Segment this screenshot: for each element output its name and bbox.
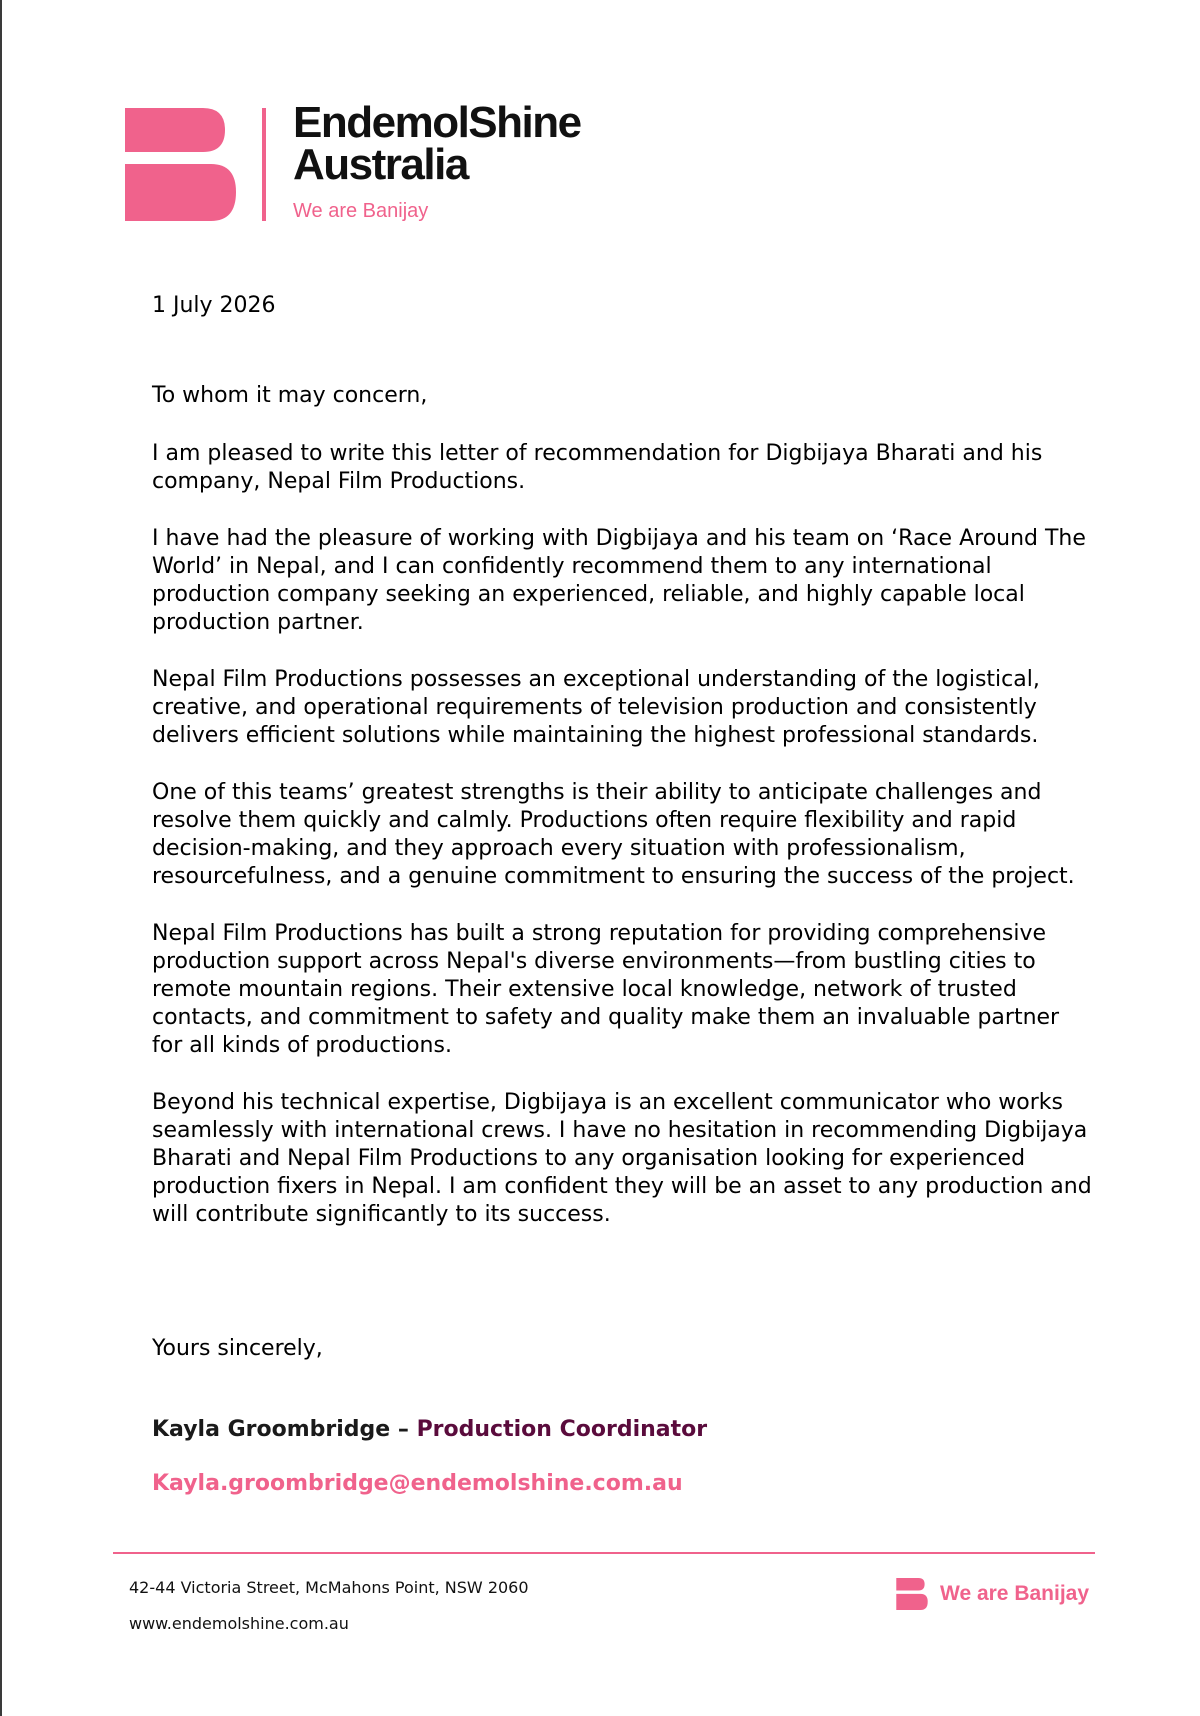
footer-divider bbox=[113, 1552, 1095, 1554]
closing: Yours sincerely, bbox=[152, 1336, 323, 1361]
paragraph: One of this teams’ greatest strengths is their ability to anticipate challenges and resolve them quickly and calmly. Productions often require flexibility and rapid decision-making, and they approach every situation with professionalism, resourcefulness, and a genuine commitment to ensuring the success of the project. bbox=[152, 780, 1075, 889]
letter-date: 1 July 2026 bbox=[152, 293, 276, 318]
logo-divider bbox=[262, 108, 266, 221]
signatory-email-link[interactable]: Kayla.groombridge@endemolshine.com.au bbox=[152, 1471, 683, 1496]
paragraph: I am pleased to write this letter of recommendation for Digbijaya Bharati and his company, Nepal Film Productions. bbox=[152, 441, 1043, 494]
signatory-name: Kayla Groombridge bbox=[152, 1417, 391, 1442]
signatory-separator: – bbox=[397, 1417, 409, 1442]
banijay-b-icon bbox=[125, 108, 236, 221]
paragraph: Nepal Film Productions has built a strong reputation for providing comprehensive production support across Nepal's diverse environments—from bustling cities to remote mountain regions. Their extensive local knowledge, network of trusted contacts, and commitment to safety and quality make them an invaluable partner for all kinds of productions. bbox=[152, 921, 1060, 1058]
signatory-title: Production Coordinator bbox=[416, 1417, 708, 1442]
footer-brand bbox=[896, 1578, 1096, 1610]
signature-line bbox=[152, 1416, 707, 1444]
page-edge bbox=[0, 0, 2, 1716]
banijay-b-icon bbox=[896, 1578, 928, 1610]
paragraph: Beyond his technical expertise, Digbijaya is an excellent communicator who works seamlessly with international crews. I have no hesitation in recommending Digbijaya Bharati and Nepal Film Productions to any organisation looking for experienced production fixers in Nepal. I am confident they will be an asset to any production and will contribute significantly to its success. bbox=[152, 1090, 1092, 1227]
salutation: To whom it may concern, bbox=[152, 383, 428, 408]
company-logo bbox=[125, 98, 645, 228]
company-name: EndemolShine Australia bbox=[293, 98, 581, 189]
paragraph: Nepal Film Productions possesses an exceptional understanding of the logistical, creative, and operational requirements of television production and consistently delivers efficient solutions while maintaining the highest professional standards. bbox=[152, 667, 1040, 748]
footer-tagline: We are Banijay bbox=[940, 1582, 1090, 1605]
paragraph: I have had the pleasure of working with Digbijaya and his team on ‘Race Around The World’ in Nepal, and I can confidently recommend them to any international production company seeking an experienced, reliable, and highly capable local production partner. bbox=[152, 526, 1086, 635]
footer-website-link[interactable]: www.endemolshine.com.au bbox=[129, 1614, 349, 1633]
company-tagline: We are Banijay bbox=[293, 200, 429, 222]
footer-address: 42-44 Victoria Street, McMahons Point, NSW 2060 bbox=[129, 1578, 529, 1597]
letter-paragraphs bbox=[152, 440, 1092, 1258]
